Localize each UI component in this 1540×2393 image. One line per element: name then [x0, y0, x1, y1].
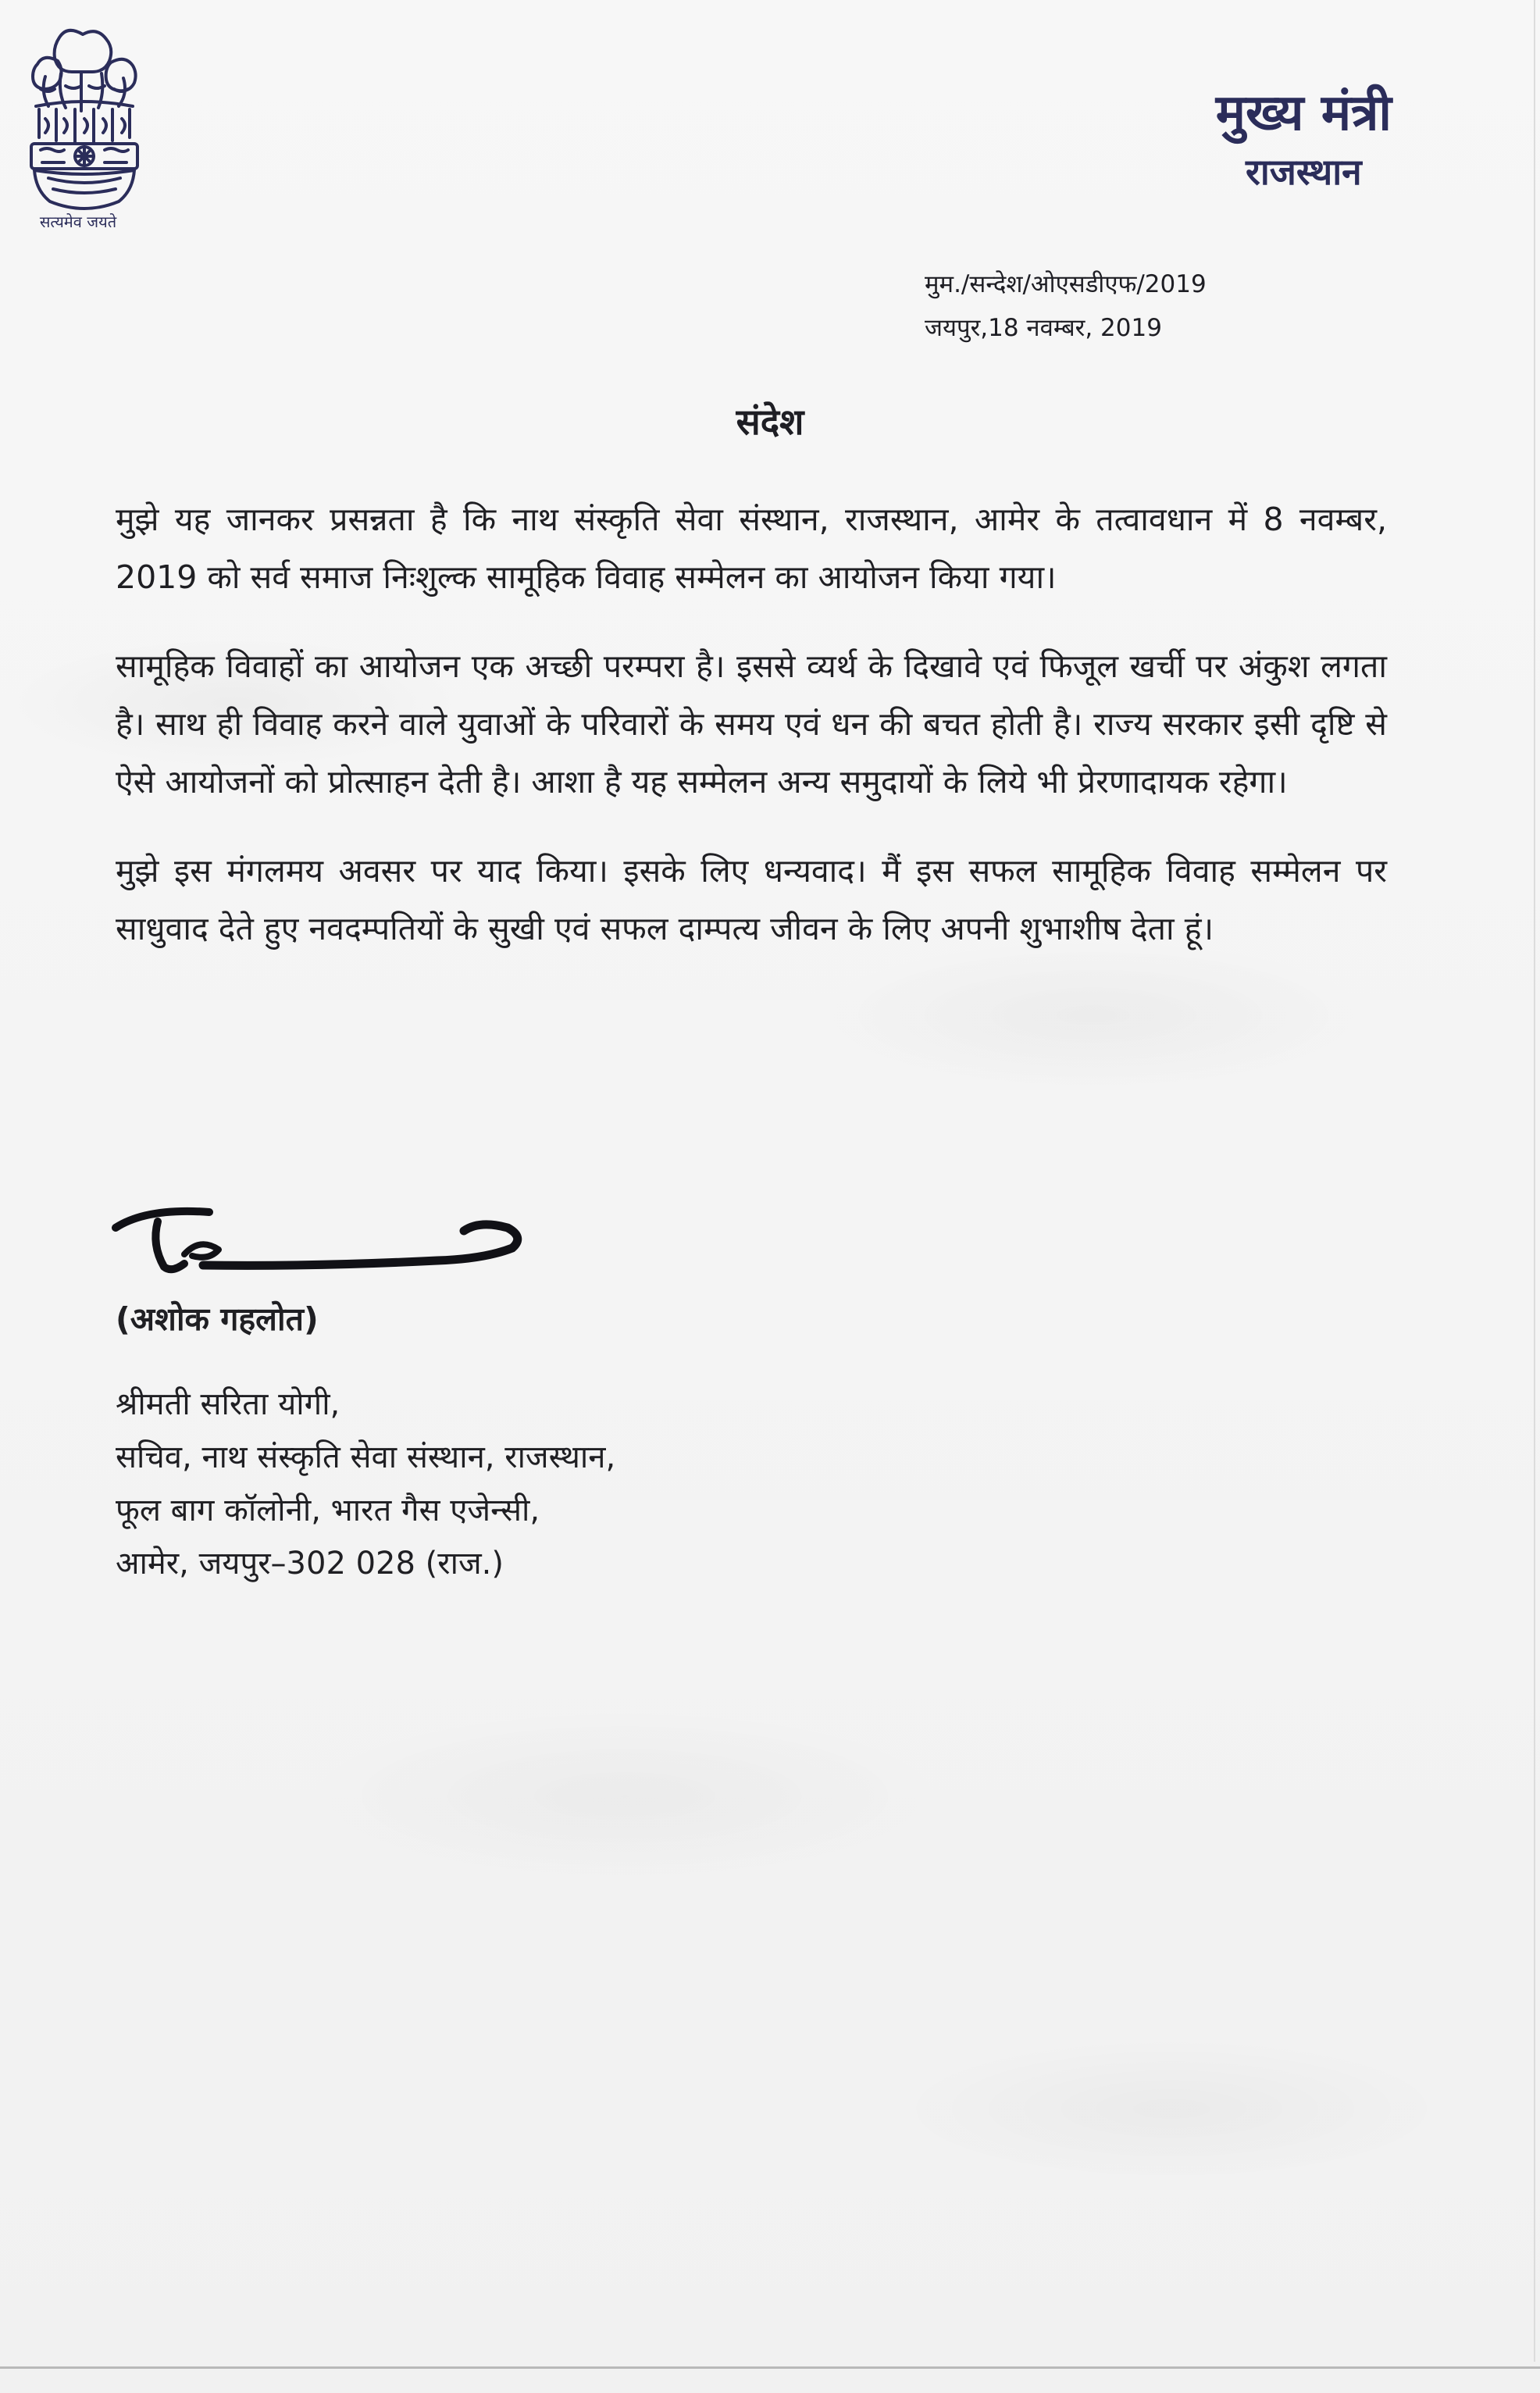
letter-subject: संदेश [736, 401, 804, 443]
reference-block [925, 262, 1207, 350]
office-header [1216, 84, 1392, 195]
address-line: फूल बाग कॉलोनी, भारत गैस एजेन्सी, [116, 1493, 540, 1528]
paper-edge-bottom [0, 2366, 1540, 2369]
reference-date: जयपुर,18 नवम्बर, 2019 [925, 314, 1162, 342]
handwritten-signature [109, 1203, 578, 1289]
address-line: सचिव, नाथ संस्कृति सेवा संस्थान, राजस्थान, [116, 1439, 616, 1475]
signatory-name: (अशोक गहलोत) [116, 1300, 319, 1338]
body-paragraph: मुझे यह जानकर प्रसन्नता है कि नाथ संस्कृति सेवा संस्थान, राजस्थान, आमेर के तत्वावधान में 8 नवम्बर, 2019 को सर्व समाज निःशुल्क सामूहिक विवाह सम्मेलन का आयोजन किया गया। [116, 501, 1387, 596]
body-paragraph: सामूहिक विवाहों का आयोजन एक अच्छी परम्परा है। इससे व्यर्थ के दिखावे एवं फिजूल खर्ची पर अंकुश लगता है। साथ ही विवाह करने वाले युवाओं के परिवारों के समय एवं धन की बचत होती है। राज्य सरकार इसी दृष्टि से ऐसे आयोजनों को प्रोत्साहन देती है। आशा है यह सम्मेलन अन्य समुदायों के लिये भी प्रेरणादायक रहेगा। [116, 647, 1387, 801]
letter-body [116, 490, 1387, 989]
office-title: मुख्य मंत्री [1215, 84, 1392, 142]
paper-edge-right [1534, 0, 1535, 2362]
office-subtitle: राजस्थान [1246, 150, 1362, 193]
addressee-block [116, 1378, 615, 1590]
body-paragraph: मुझे इस मंगलमय अवसर पर याद किया। इसके लिए धन्यवाद। मैं इस सफल सामूहिक विवाह सम्मेलन पर साधुवाद देते हुए नवदम्पतियों के सुखी एवं सफल दाम्पत्य जीवन के लिए अपनी शुभाशीष देता हूं। [116, 852, 1387, 947]
reference-number: मुम./सन्देश/ओएसडीएफ/2019 [925, 270, 1207, 298]
address-line: श्रीमती सरिता योगी, [116, 1386, 340, 1422]
address-line: आमेर, जयपुर–302 028 (राज.) [116, 1546, 504, 1582]
emblem-motto: सत्यमेव जयते [39, 212, 117, 231]
